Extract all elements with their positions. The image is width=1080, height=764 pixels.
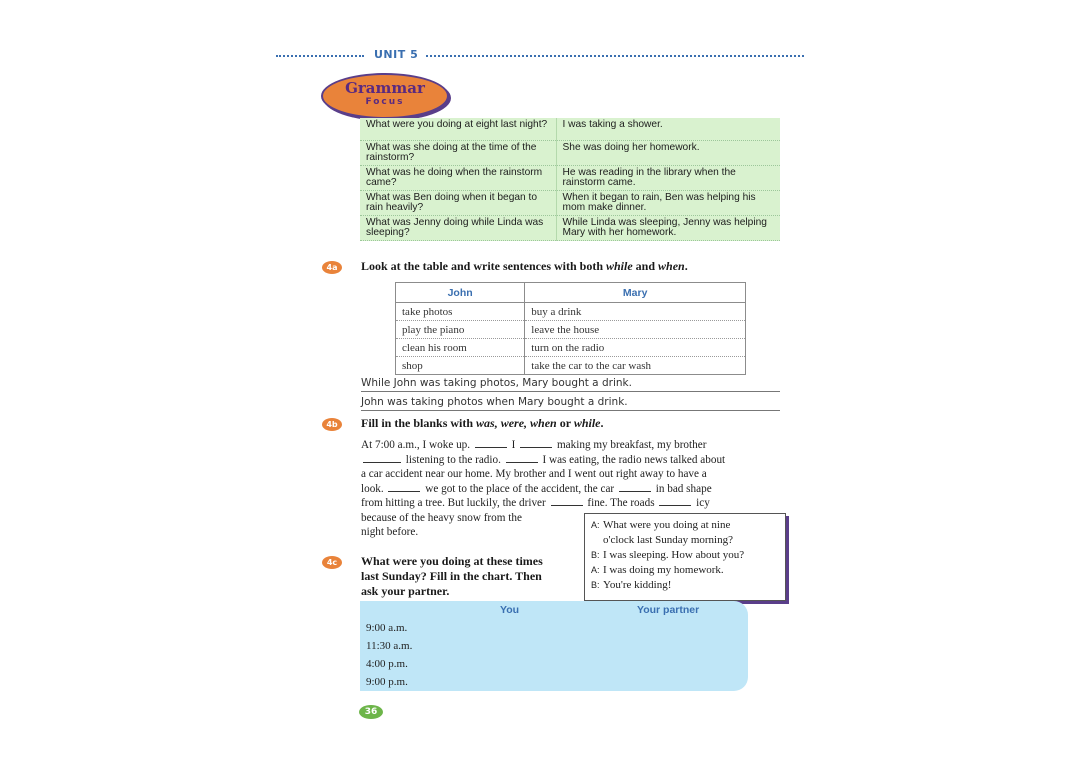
paragraph-text: we got to the place of the accident, the car bbox=[425, 482, 615, 495]
paragraph-line bbox=[361, 453, 781, 468]
table-cell: take the car to the car wash bbox=[525, 357, 746, 375]
paragraph-text: in bad shape bbox=[655, 482, 712, 495]
grammar-question: What was she doing at the time of the rainstorm? bbox=[360, 140, 556, 165]
paragraph-text: icy bbox=[696, 497, 710, 509]
blank-field-5[interactable] bbox=[388, 482, 420, 492]
time-label: 4:00 p.m. bbox=[366, 658, 408, 670]
instruction-text: and bbox=[632, 259, 659, 273]
table-row bbox=[396, 357, 746, 375]
table-row bbox=[360, 190, 780, 215]
instruction-keyword: while bbox=[573, 416, 601, 430]
instruction-text: or bbox=[556, 416, 574, 430]
page-number: 36 bbox=[359, 705, 383, 719]
grammar-answer: While Linda was sleeping, Jenny was helping Mary with her homework. bbox=[556, 215, 780, 240]
blank-field-7[interactable] bbox=[551, 496, 583, 506]
grammar-question: What was Ben doing when it began to rain heavily? bbox=[360, 190, 556, 215]
paragraph-line bbox=[361, 482, 781, 497]
header-dots-left bbox=[276, 55, 364, 57]
exercise-4a-instruction bbox=[361, 259, 688, 274]
grammar-question: What was he doing when the rainstorm came? bbox=[360, 165, 556, 190]
blank-field-3[interactable] bbox=[363, 453, 401, 463]
paragraph-line bbox=[361, 467, 781, 482]
instruction-line: What were you doing at these times bbox=[361, 554, 543, 568]
paragraph-text: a car accident near our home. My brother and I went out right away to have a bbox=[361, 468, 707, 480]
instruction-line: last Sunday? Fill in the chart. Then bbox=[361, 569, 542, 583]
dialog-line bbox=[591, 564, 724, 576]
table-cell: clean his room bbox=[396, 339, 525, 357]
paragraph-text: from hitting a tree. But luckily, the driver bbox=[361, 497, 546, 509]
unit-header bbox=[276, 48, 804, 64]
blank-field-8[interactable] bbox=[659, 496, 691, 506]
dialog-text: You're kidding! bbox=[603, 579, 672, 591]
column-header-you: You bbox=[500, 604, 520, 616]
john-mary-table bbox=[395, 282, 746, 375]
instruction-line: ask your partner. bbox=[361, 584, 450, 598]
table-cell: leave the house bbox=[525, 321, 746, 339]
dialog-speaker: A: bbox=[591, 565, 600, 575]
grammar-question: What was Jenny doing while Linda was sleeping? bbox=[360, 215, 556, 240]
grammar-question: What were you doing at eight last night? bbox=[360, 118, 556, 140]
table-cell: take photos bbox=[396, 303, 525, 321]
instruction-text: . bbox=[600, 416, 604, 430]
grammar-focus-title: Grammar bbox=[345, 79, 425, 97]
paragraph-text: look. bbox=[361, 482, 384, 495]
dialog-line bbox=[591, 534, 733, 546]
table-cell: turn on the radio bbox=[525, 339, 746, 357]
dialog-text: I was doing my homework. bbox=[603, 564, 724, 576]
dialog-text: I was sleeping. How about you? bbox=[603, 549, 745, 561]
paragraph-text: listening to the radio. bbox=[405, 453, 501, 466]
exercise-marker-4c: 4c bbox=[322, 556, 342, 569]
grammar-focus-badge bbox=[321, 73, 449, 118]
example-dialog-box bbox=[584, 513, 786, 601]
table-cell: buy a drink bbox=[525, 303, 746, 321]
dialog-text: o'clock last Sunday morning? bbox=[603, 534, 733, 546]
instruction-text: Fill in the blanks with bbox=[361, 416, 477, 430]
example-sentence-2: John was taking photos when Mary bought a drink. bbox=[361, 395, 780, 411]
table-cell: play the piano bbox=[396, 321, 525, 339]
instruction-text: . bbox=[684, 259, 688, 273]
table-row bbox=[360, 165, 780, 190]
grammar-answer: When it began to rain, Ben was helping his mom make dinner. bbox=[556, 190, 780, 215]
table-row bbox=[396, 303, 746, 321]
paragraph-text: At 7:00 a.m., I woke up. bbox=[361, 439, 471, 451]
dialog-speaker: B: bbox=[591, 580, 600, 590]
activity-chart bbox=[360, 601, 748, 691]
paragraph-text: because of the heavy snow from the bbox=[361, 511, 522, 524]
grammar-focus-table bbox=[360, 118, 780, 241]
table-row bbox=[360, 215, 780, 240]
grammar-answer: She was doing her homework. bbox=[556, 140, 780, 165]
grammar-answer: I was taking a shower. bbox=[556, 118, 780, 140]
instruction-text: Look at the table and write sentences with both bbox=[361, 259, 606, 273]
paragraph-text: I was eating, the radio news talked about bbox=[542, 453, 726, 466]
table-row bbox=[360, 140, 780, 165]
time-label: 11:30 a.m. bbox=[366, 640, 413, 652]
paragraph-line bbox=[361, 438, 781, 453]
paragraph-line bbox=[361, 496, 781, 511]
blank-field-6[interactable] bbox=[619, 482, 651, 492]
table-row bbox=[360, 118, 780, 140]
dialog-speaker: A: bbox=[591, 520, 600, 530]
exercise-4b-instruction bbox=[361, 416, 604, 431]
paragraph-text: making my breakfast, my brother bbox=[556, 439, 707, 451]
blank-field-2[interactable] bbox=[520, 438, 552, 448]
unit-label: UNIT 5 bbox=[374, 48, 419, 61]
time-label: 9:00 a.m. bbox=[366, 622, 408, 634]
column-header-your-partner: Your partner bbox=[637, 604, 700, 616]
column-header-john: John bbox=[396, 283, 525, 303]
paragraph-text: night before. bbox=[361, 526, 419, 538]
paragraph-text: fine. The roads bbox=[587, 497, 655, 509]
header-dots-right bbox=[426, 55, 804, 57]
dialog-line bbox=[591, 519, 730, 531]
instruction-keyword: while bbox=[606, 259, 633, 273]
column-header-mary: Mary bbox=[525, 283, 746, 303]
dialog-text: What were you doing at nine bbox=[603, 519, 731, 531]
instruction-keyword: when bbox=[658, 259, 685, 273]
table-cell: shop bbox=[396, 357, 525, 375]
grammar-focus-subtitle: Focus bbox=[365, 97, 405, 107]
dialog-line bbox=[591, 579, 671, 591]
dialog-line bbox=[591, 549, 744, 561]
time-label: 9:00 p.m. bbox=[366, 676, 408, 688]
table-row bbox=[396, 321, 746, 339]
exercise-marker-4a: 4a bbox=[322, 261, 342, 274]
exercise-4c-instruction bbox=[361, 554, 543, 599]
table-row bbox=[396, 339, 746, 357]
exercise-marker-4b: 4b bbox=[322, 418, 342, 431]
example-sentence-1: While John was taking photos, Mary bought a drink. bbox=[361, 376, 780, 392]
paragraph-text: I bbox=[511, 439, 516, 451]
dialog-speaker: B: bbox=[591, 550, 600, 560]
blank-field-4[interactable] bbox=[506, 453, 538, 463]
grammar-answer: He was reading in the library when the rainstorm came. bbox=[556, 165, 780, 190]
table-header-row bbox=[396, 283, 746, 303]
instruction-keyword: was, were, when bbox=[476, 416, 557, 430]
blank-field-1[interactable] bbox=[475, 438, 507, 448]
